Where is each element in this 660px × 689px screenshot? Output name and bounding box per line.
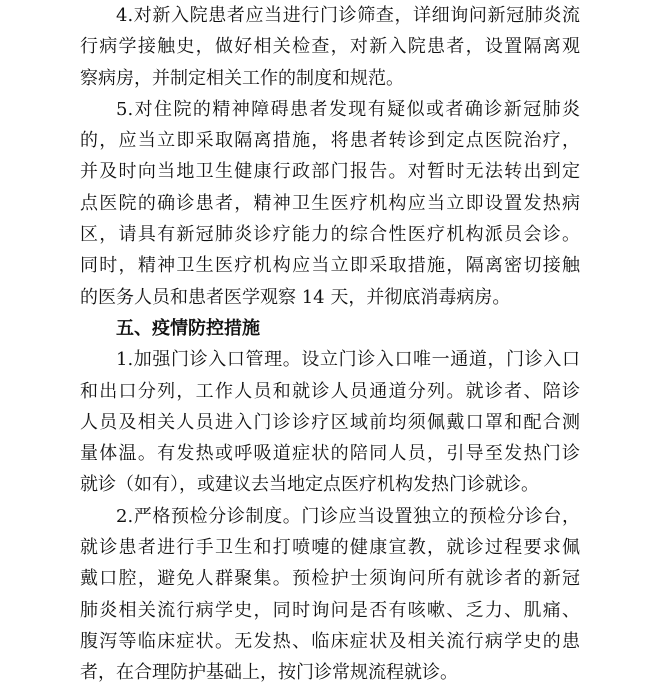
text-line: 点医院的确诊患者，精神卫生医疗机构应当立即设置发热病 xyxy=(80,192,580,214)
text-line: 量体温。有发热或呼吸道症状的陪同人员，引导至发热门诊 xyxy=(80,443,580,465)
text-line: 就诊患者进行手卫生和打喷嚏的健康宣教，就诊过程要求佩 xyxy=(80,537,580,559)
text-line: 和出口分列，工作人员和就诊人员通道分列。就诊者、陪诊 xyxy=(80,380,580,402)
text-line: 同时，精神卫生医疗机构应当立即采取措施，隔离密切接触 xyxy=(80,255,580,277)
paragraph-5 xyxy=(80,94,580,313)
section-heading: 五、疫情防控措施 xyxy=(116,317,260,339)
text-line: 区，请具有新冠肺炎诊疗能力的综合性医疗机构派员会诊。 xyxy=(80,224,580,246)
text-line: 肺炎相关流行病学史，同时询问是否有咳嗽、乏力、肌痛、 xyxy=(80,599,580,621)
text-line: 1.加强门诊入口管理。设立门诊入口唯一通道，门诊入口 xyxy=(116,349,580,371)
text-line: 腹泻等临床症状。无发热、临床症状及相关流行病学史的患 xyxy=(80,630,580,652)
text-line: 察病房，并制定相关工作的制度和规范。 xyxy=(80,67,404,89)
text-line: 4.对新入院患者应当进行门诊筛查，详细询问新冠肺炎流 xyxy=(116,5,580,26)
text-line: 者，在合理防护基础上，按门诊常规流程就诊。 xyxy=(80,662,458,684)
text-line: 的，应当立即采取隔离措施，将患者转诊到定点医院治疗， xyxy=(80,130,580,152)
text-line: 人员及相关人员进入门诊诊疗区域前均须佩戴口罩和配合测 xyxy=(80,411,580,433)
item-1 xyxy=(80,344,580,500)
item-2 xyxy=(80,501,580,689)
paragraph-4 xyxy=(80,0,580,94)
text-line: 2.严格预检分诊制度。门诊应当设置独立的预检分诊台， xyxy=(116,505,580,527)
document-page xyxy=(80,0,580,689)
text-line: 戴口腔，避免人群聚集。预检护士须询问所有就诊者的新冠 xyxy=(80,568,580,590)
text-line: 5.对住院的精神障碍患者发现有疑似或者确诊新冠肺炎 xyxy=(116,98,580,120)
text-line: 并及时向当地卫生健康行政部门报告。对暂时无法转出到定 xyxy=(80,161,580,183)
text-line: 行病学接触史，做好相关检查，对新入院患者，设置隔离观 xyxy=(80,36,580,58)
text-line: 就诊（如有），或建议去当地定点医疗机构发热门诊就诊。 xyxy=(80,474,539,496)
text-line: 的医务人员和患者医学观察 14 天，并彻底消毒病房。 xyxy=(80,286,511,308)
